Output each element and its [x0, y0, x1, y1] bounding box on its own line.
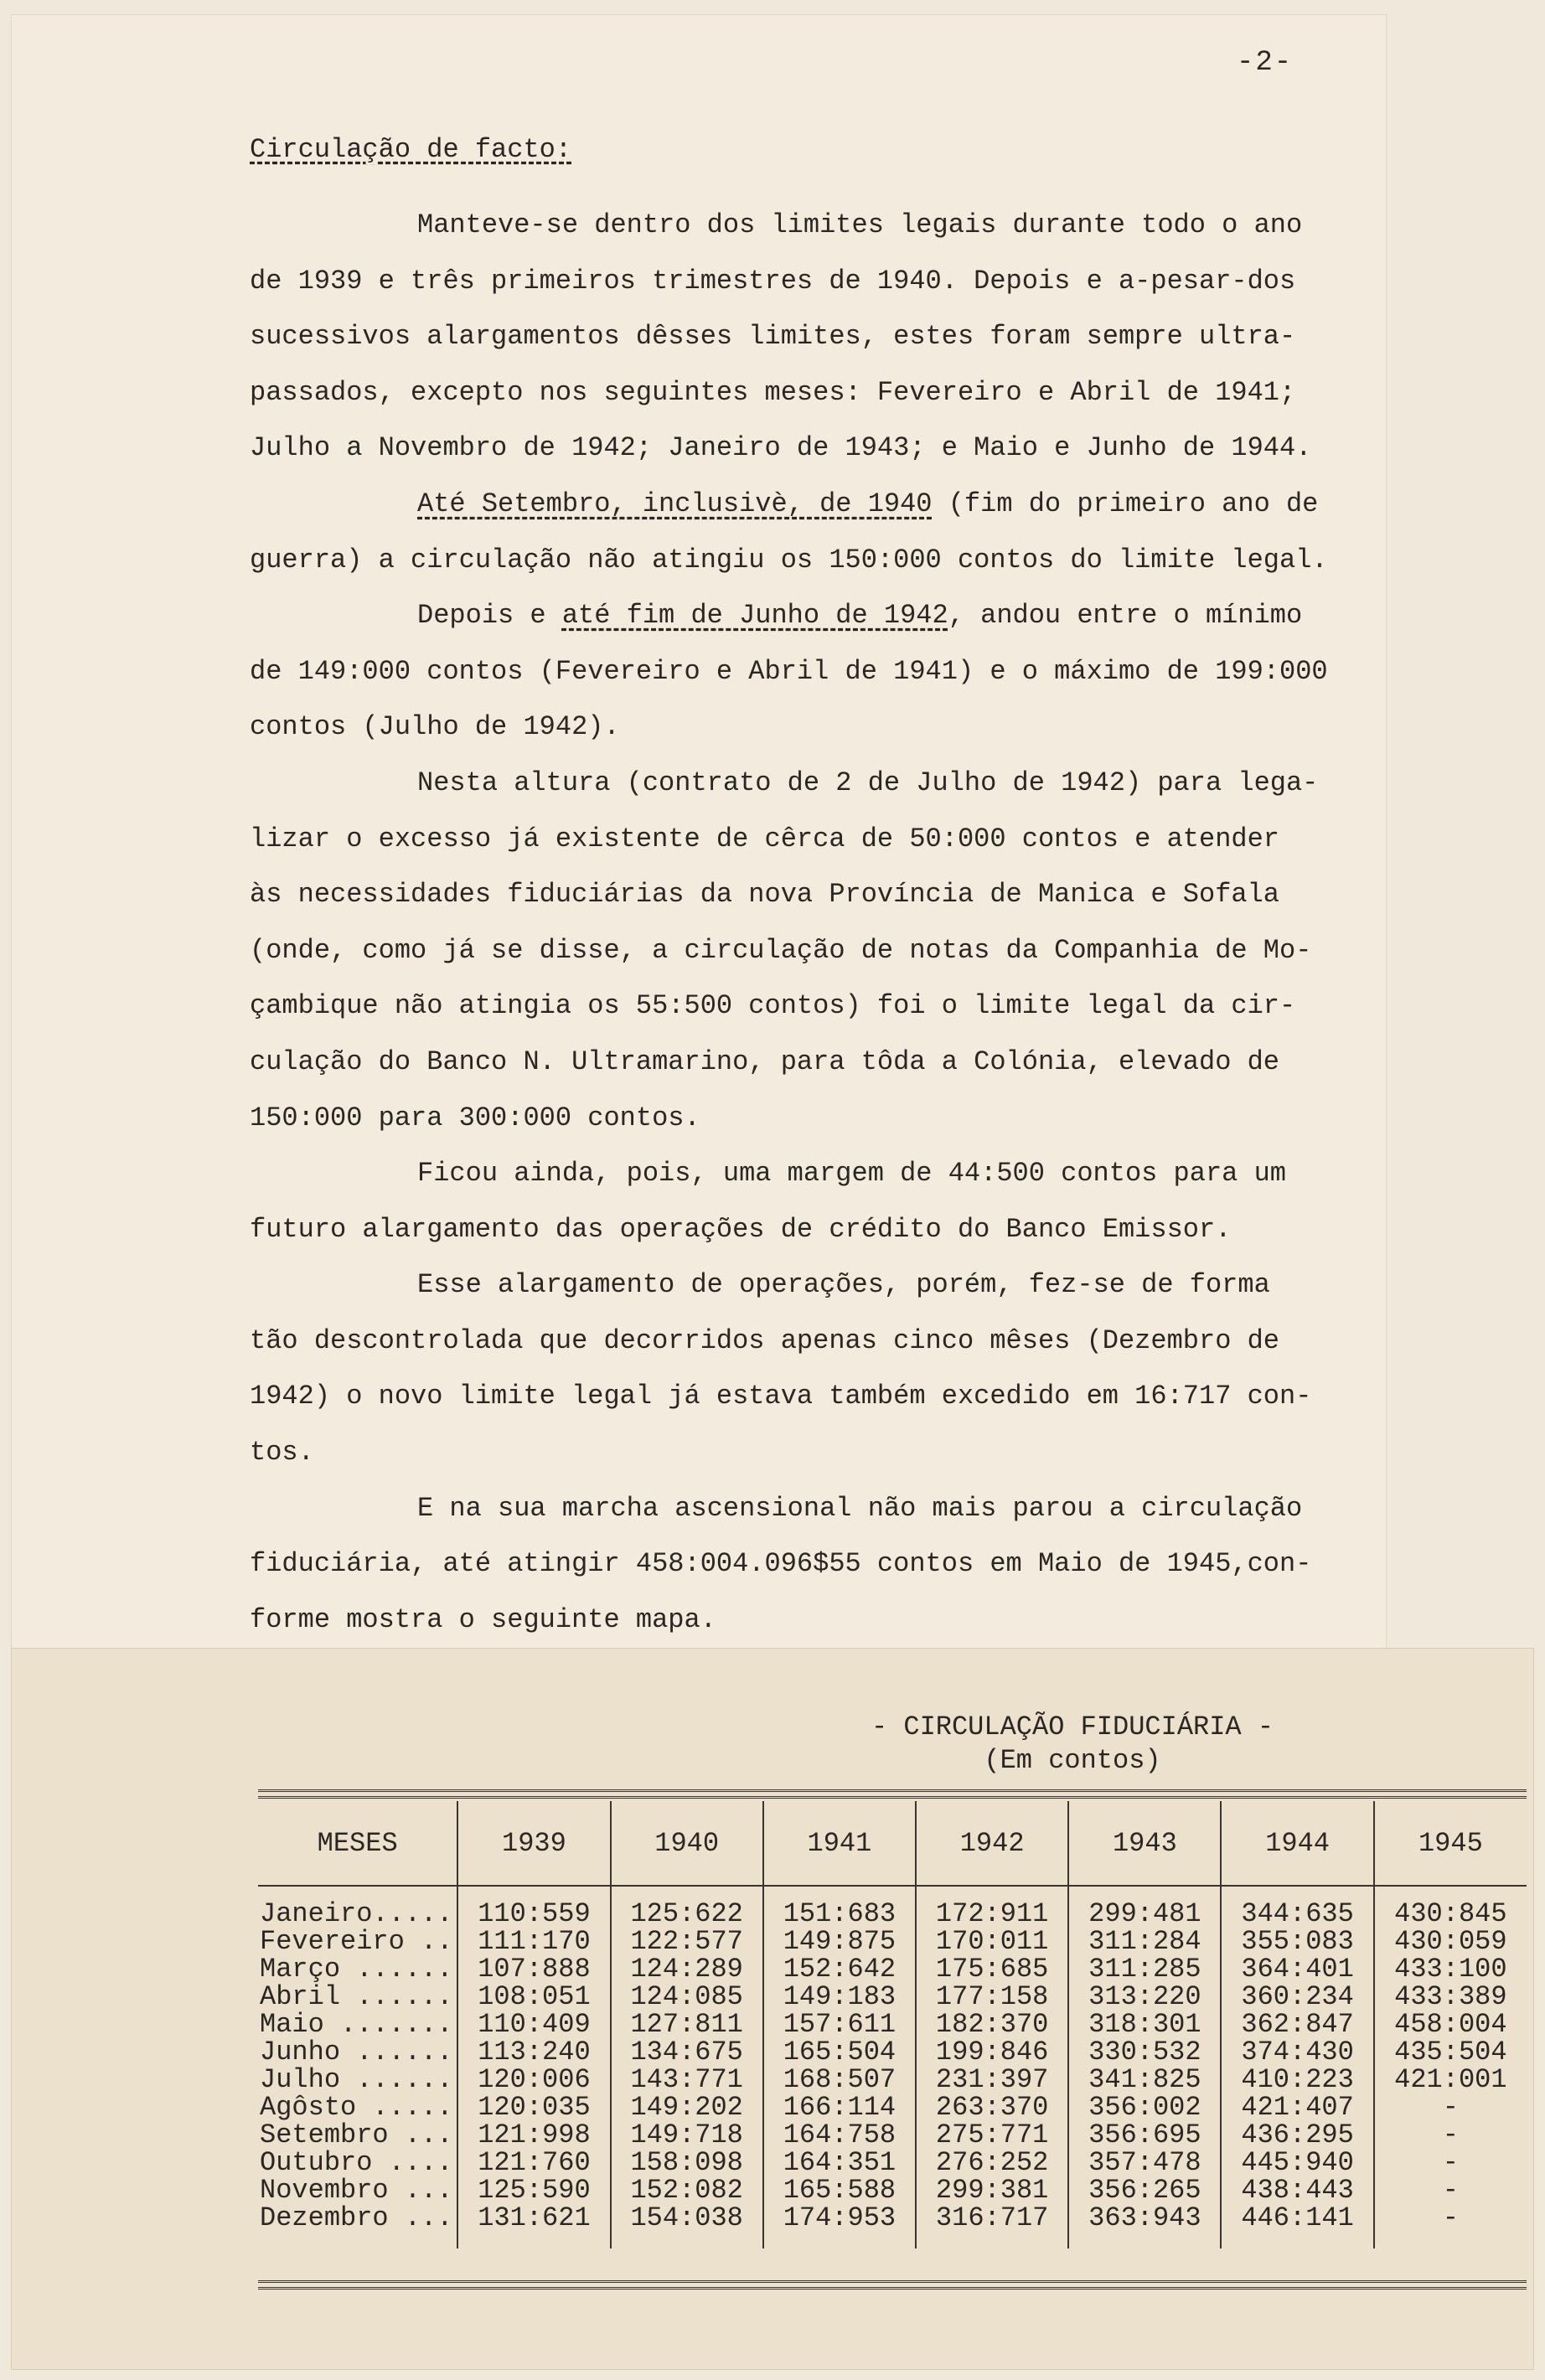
- value-cell: 458:004: [1374, 2011, 1527, 2038]
- table-row: [258, 2121, 1527, 2149]
- value-cell: 364:401: [1221, 1955, 1373, 1983]
- value-cell: 174:953: [763, 2204, 916, 2248]
- column-header: MESES: [258, 1801, 457, 1886]
- circulation-table: [258, 1801, 1527, 2248]
- table-top-rule-2: [258, 1796, 1527, 1799]
- value-cell: 356:695: [1068, 2121, 1221, 2149]
- month-cell: Abril ......: [260, 1981, 453, 2012]
- value-cell: 121:998: [457, 2121, 610, 2149]
- section-title: Circulação de facto:: [250, 134, 572, 165]
- value-cell: 263:370: [916, 2093, 1068, 2121]
- value-cell: 110:559: [457, 1886, 610, 1928]
- text-line: contos (Julho de 1942).: [250, 711, 620, 743]
- text-line: passados, excepto nos seguintes meses: Fevereiro e Abril de 1941;: [250, 376, 1296, 408]
- text-line: 1942) o novo limite legal já estava também excedido em 16:717 con-: [250, 1381, 1312, 1412]
- text-segment: (fim do primeiro ano de: [932, 488, 1319, 519]
- column-header: 1940: [611, 1801, 763, 1886]
- value-cell: 170:011: [916, 1928, 1068, 1955]
- value-cell: 151:683: [763, 1886, 916, 1928]
- value-cell: 433:389: [1374, 1983, 1527, 2011]
- month-cell: Setembro ...: [260, 2119, 453, 2150]
- text-line: Manteve-se dentro dos limites legais durante todo o ano: [417, 209, 1303, 240]
- table-row: [258, 2093, 1527, 2121]
- value-cell: 182:370: [916, 2011, 1068, 2038]
- value-cell: 276:252: [916, 2149, 1068, 2176]
- value-cell: 341:825: [1068, 2066, 1221, 2093]
- table-subtitle: (Em contos): [984, 1745, 1161, 1776]
- table-row: [258, 2066, 1527, 2093]
- value-cell: 360:234: [1221, 1983, 1373, 2011]
- page-number: -2-: [1237, 47, 1294, 79]
- value-cell: 316:717: [916, 2204, 1068, 2248]
- value-cell: 175:685: [916, 1955, 1068, 1983]
- text-line: tão descontrolada que decorridos apenas cinco mêses (Dezembro de: [250, 1324, 1279, 1356]
- value-cell: 149:183: [763, 1983, 916, 2011]
- value-cell: 430:845: [1374, 1886, 1527, 1928]
- value-cell: 120:035: [457, 2093, 610, 2121]
- value-cell: 445:940: [1221, 2149, 1373, 2176]
- value-cell: 107:888: [457, 1955, 610, 1983]
- text-line: Esse alargamento de operações, porém, fez-se de forma: [417, 1269, 1270, 1301]
- month-cell: Novembro ...: [260, 2175, 453, 2206]
- value-cell: 125:590: [457, 2176, 610, 2204]
- value-cell: 111:170: [457, 1928, 610, 1955]
- value-cell: 433:100: [1374, 1955, 1527, 1983]
- text-line: culação do Banco N. Ultramarino, para tôda a Colónia, elevado de: [250, 1045, 1279, 1077]
- text-line: [250, 477, 1372, 533]
- value-cell: 149:875: [763, 1928, 916, 1955]
- month-cell: Fevereiro ..: [260, 1926, 453, 1957]
- value-cell: 154:038: [611, 2204, 763, 2248]
- value-cell: 344:635: [1221, 1886, 1373, 1928]
- value-cell: 108:051: [457, 1983, 610, 2011]
- value-cell: 113:240: [457, 2038, 610, 2066]
- value-cell: 152:082: [611, 2176, 763, 2204]
- value-cell: 166:114: [763, 2093, 916, 2121]
- value-cell: 110:409: [457, 2011, 610, 2038]
- text-line: lizar o excesso já existente de cêrca de 50:000 contos e atender: [250, 823, 1279, 854]
- text-line: (onde, como já se disse, a circulação de notas da Companhia de Mo-: [250, 934, 1312, 966]
- column-header: 1943: [1068, 1801, 1221, 1886]
- month-cell: Julho ......: [260, 2064, 453, 2095]
- value-cell: 168:507: [763, 2066, 916, 2093]
- value-cell: -: [1374, 2204, 1527, 2248]
- text-line: tos.: [250, 1437, 314, 1469]
- text-segment: , andou entre o mínimo: [948, 600, 1303, 632]
- value-cell: 164:758: [763, 2121, 916, 2149]
- text-line: E na sua marcha ascensional não mais parou a circulação: [417, 1492, 1303, 1524]
- value-cell: 120:006: [457, 2066, 610, 2093]
- table-row: [258, 2149, 1527, 2176]
- table-top-rule: [258, 1789, 1527, 1792]
- value-cell: 362:847: [1221, 2011, 1373, 2038]
- table-bottom-rule: [258, 2280, 1527, 2283]
- text-line: às necessidades fiduciárias da nova Província de Manica e Sofala: [250, 879, 1279, 911]
- text-line: de 149:000 contos (Fevereiro e Abril de 1941) e o máximo de 199:000: [250, 655, 1328, 687]
- table-heading: [855, 1711, 1290, 1778]
- text-line: sucessivos alargamentos dêsses limites, estes foram sempre ultra-: [250, 321, 1296, 353]
- text-line: de 1939 e três primeiros trimestres de 1940. Depois e a-pesar-dos: [250, 265, 1296, 297]
- value-cell: 438:443: [1221, 2176, 1373, 2204]
- text-line: Julho a Novembro de 1942; Janeiro de 1943; e Maio e Junho de 1944.: [250, 432, 1312, 464]
- value-cell: 318:301: [1068, 2011, 1221, 2038]
- value-cell: 121:760: [457, 2149, 610, 2176]
- value-cell: 177:158: [916, 1983, 1068, 2011]
- value-cell: 446:141: [1221, 2204, 1373, 2248]
- table-row: [258, 2011, 1527, 2038]
- value-cell: 157:611: [763, 2011, 916, 2038]
- value-cell: 436:295: [1221, 2121, 1373, 2149]
- value-cell: -: [1374, 2149, 1527, 2176]
- table-row: [258, 1955, 1527, 1983]
- value-cell: 299:481: [1068, 1886, 1221, 1928]
- value-cell: 149:718: [611, 2121, 763, 2149]
- value-cell: 164:351: [763, 2149, 916, 2176]
- value-cell: 311:284: [1068, 1928, 1221, 1955]
- column-header: 1942: [916, 1801, 1068, 1886]
- value-cell: 172:911: [916, 1886, 1068, 1928]
- value-cell: -: [1374, 2121, 1527, 2149]
- value-cell: 165:588: [763, 2176, 916, 2204]
- table-body: [258, 1886, 1527, 2248]
- value-cell: 374:430: [1221, 2038, 1373, 2066]
- text-line: çambique não atingia os 55:500 contos) foi o limite legal da cir-: [250, 990, 1296, 1022]
- table-row: [258, 1886, 1527, 1928]
- text-line: futuro alargamento das operações de crédito do Banco Emissor.: [250, 1213, 1232, 1245]
- value-cell: 125:622: [611, 1886, 763, 1928]
- column-header: 1941: [763, 1801, 916, 1886]
- table-title: - CIRCULAÇÃO FIDUCIÁRIA -: [871, 1711, 1274, 1742]
- value-cell: 311:285: [1068, 1955, 1221, 1983]
- month-cell: Janeiro.....: [260, 1898, 453, 1929]
- value-cell: 131:621: [457, 2204, 610, 2248]
- body-paragraphs: [250, 198, 1372, 1648]
- text-line: forme mostra o seguinte mapa.: [250, 1603, 716, 1635]
- underlined-segment: Até Setembro, inclusivè, de 1940: [417, 488, 933, 519]
- value-cell: 158:098: [611, 2149, 763, 2176]
- table-row: [258, 1983, 1527, 2011]
- value-cell: 231:397: [916, 2066, 1068, 2093]
- value-cell: 124:085: [611, 1983, 763, 2011]
- value-cell: 421:407: [1221, 2093, 1373, 2121]
- text-line: Ficou ainda, pois, uma margem de 44:500 contos para um: [417, 1158, 1286, 1190]
- text-line: guerra) a circulação não atingiu os 150:000 contos do limite legal.: [250, 544, 1328, 576]
- month-cell: Março ......: [260, 1954, 453, 1985]
- text-line: 150:000 para 300:000 contos.: [250, 1102, 700, 1133]
- table-row: [258, 2204, 1527, 2248]
- value-cell: 313:220: [1068, 1983, 1221, 2011]
- value-cell: 149:202: [611, 2093, 763, 2121]
- value-cell: 299:381: [916, 2176, 1068, 2204]
- value-cell: 357:478: [1068, 2149, 1221, 2176]
- value-cell: 356:265: [1068, 2176, 1221, 2204]
- month-cell: Outubro ....: [260, 2147, 453, 2178]
- text-line: [250, 588, 1372, 644]
- column-header: 1944: [1221, 1801, 1373, 1886]
- value-cell: 355:083: [1221, 1928, 1373, 1955]
- value-cell: 363:943: [1068, 2204, 1221, 2248]
- underlined-segment: até fim de Junho de 1942: [561, 600, 948, 632]
- value-cell: 152:642: [763, 1955, 916, 1983]
- text-segment: Depois e: [417, 600, 562, 632]
- column-header: 1939: [457, 1801, 610, 1886]
- value-cell: 275:771: [916, 2121, 1068, 2149]
- value-cell: 435:504: [1374, 2038, 1527, 2066]
- value-cell: 134:675: [611, 2038, 763, 2066]
- value-cell: 127:811: [611, 2011, 763, 2038]
- table-row: [258, 2038, 1527, 2066]
- table-bottom-rule-2: [258, 2287, 1527, 2290]
- value-cell: -: [1374, 2093, 1527, 2121]
- column-header: 1945: [1374, 1801, 1527, 1886]
- value-cell: 330:532: [1068, 2038, 1221, 2066]
- value-cell: -: [1374, 2176, 1527, 2204]
- value-cell: 356:002: [1068, 2093, 1221, 2121]
- value-cell: 410:223: [1221, 2066, 1373, 2093]
- value-cell: 165:504: [763, 2038, 916, 2066]
- table-header-row: [258, 1801, 1527, 1886]
- month-cell: Dezembro ...: [260, 2202, 453, 2233]
- value-cell: 430:059: [1374, 1928, 1527, 1955]
- table-row: [258, 1928, 1527, 1955]
- value-cell: 124:289: [611, 1955, 763, 1983]
- text-line: fiduciária, até atingir 458:004.096$55 contos em Maio de 1945,con-: [250, 1548, 1312, 1580]
- text-line: Nesta altura (contrato de 2 de Julho de 1942) para lega-: [417, 767, 1319, 798]
- month-cell: Agôsto .....: [260, 2092, 453, 2123]
- table-row: [258, 2176, 1527, 2204]
- value-cell: 199:846: [916, 2038, 1068, 2066]
- month-cell: Maio .......: [260, 2009, 453, 2040]
- value-cell: 122:577: [611, 1928, 763, 1955]
- month-cell: Junho ......: [260, 2037, 453, 2068]
- value-cell: 143:771: [611, 2066, 763, 2093]
- value-cell: 421:001: [1374, 2066, 1527, 2093]
